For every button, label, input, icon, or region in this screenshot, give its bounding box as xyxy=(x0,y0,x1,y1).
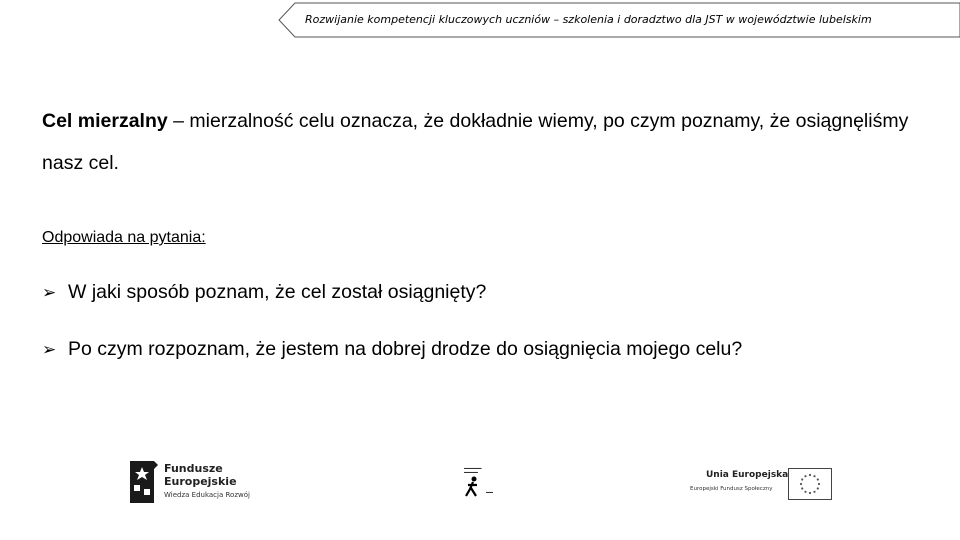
eu-subtitle: Europejski Fundusz Społeczny xyxy=(690,486,773,492)
eu-title: Unia Europejska xyxy=(706,470,789,480)
header-banner xyxy=(277,2,960,38)
questions-heading: Odpowiada na pytania: xyxy=(42,229,206,246)
fe-emblem-icon xyxy=(130,461,158,503)
header-title: Rozwijanie kompetencji kluczowych uczniów – szkolenia i doradztwo dla JST w województwie lubelskim xyxy=(305,13,872,26)
definition-paragraph xyxy=(42,100,942,184)
arrow-bullet-icon: ➢ xyxy=(42,283,57,302)
fe-subtitle: Wiedza Edukacja Rozwój xyxy=(164,491,250,499)
unia-europejska-logo xyxy=(688,466,834,502)
definition-term: Cel mierzalny xyxy=(42,110,168,132)
question-text: Po czym rozpoznam, że jestem na dobrej drodze do osiągnięcia mojego celu? xyxy=(68,338,743,360)
eu-stars-icon xyxy=(789,469,831,499)
eu-flag-icon xyxy=(788,468,832,500)
arrow-bullet-icon: ➢ xyxy=(42,340,57,359)
program-logo-text: ▬▬▬▬▬ ▬▬▬▬ xyxy=(464,466,482,474)
program-logo xyxy=(462,466,504,498)
definition-text: – mierzalność celu oznacza, że dokładnie wiemy, po czym poznamy, że osiągnęliśmy nasz cel. xyxy=(42,110,909,174)
question-text: W jaki sposób poznam, że cel został osiągnięty? xyxy=(68,281,487,303)
question-item xyxy=(42,338,742,361)
fe-title: Fundusze Europejskie xyxy=(164,462,237,488)
fundusze-europejskie-logo xyxy=(130,460,260,504)
question-item xyxy=(42,281,486,304)
walking-figure-icon xyxy=(464,476,480,498)
program-logo-subtext: ▬▬ xyxy=(486,490,493,494)
